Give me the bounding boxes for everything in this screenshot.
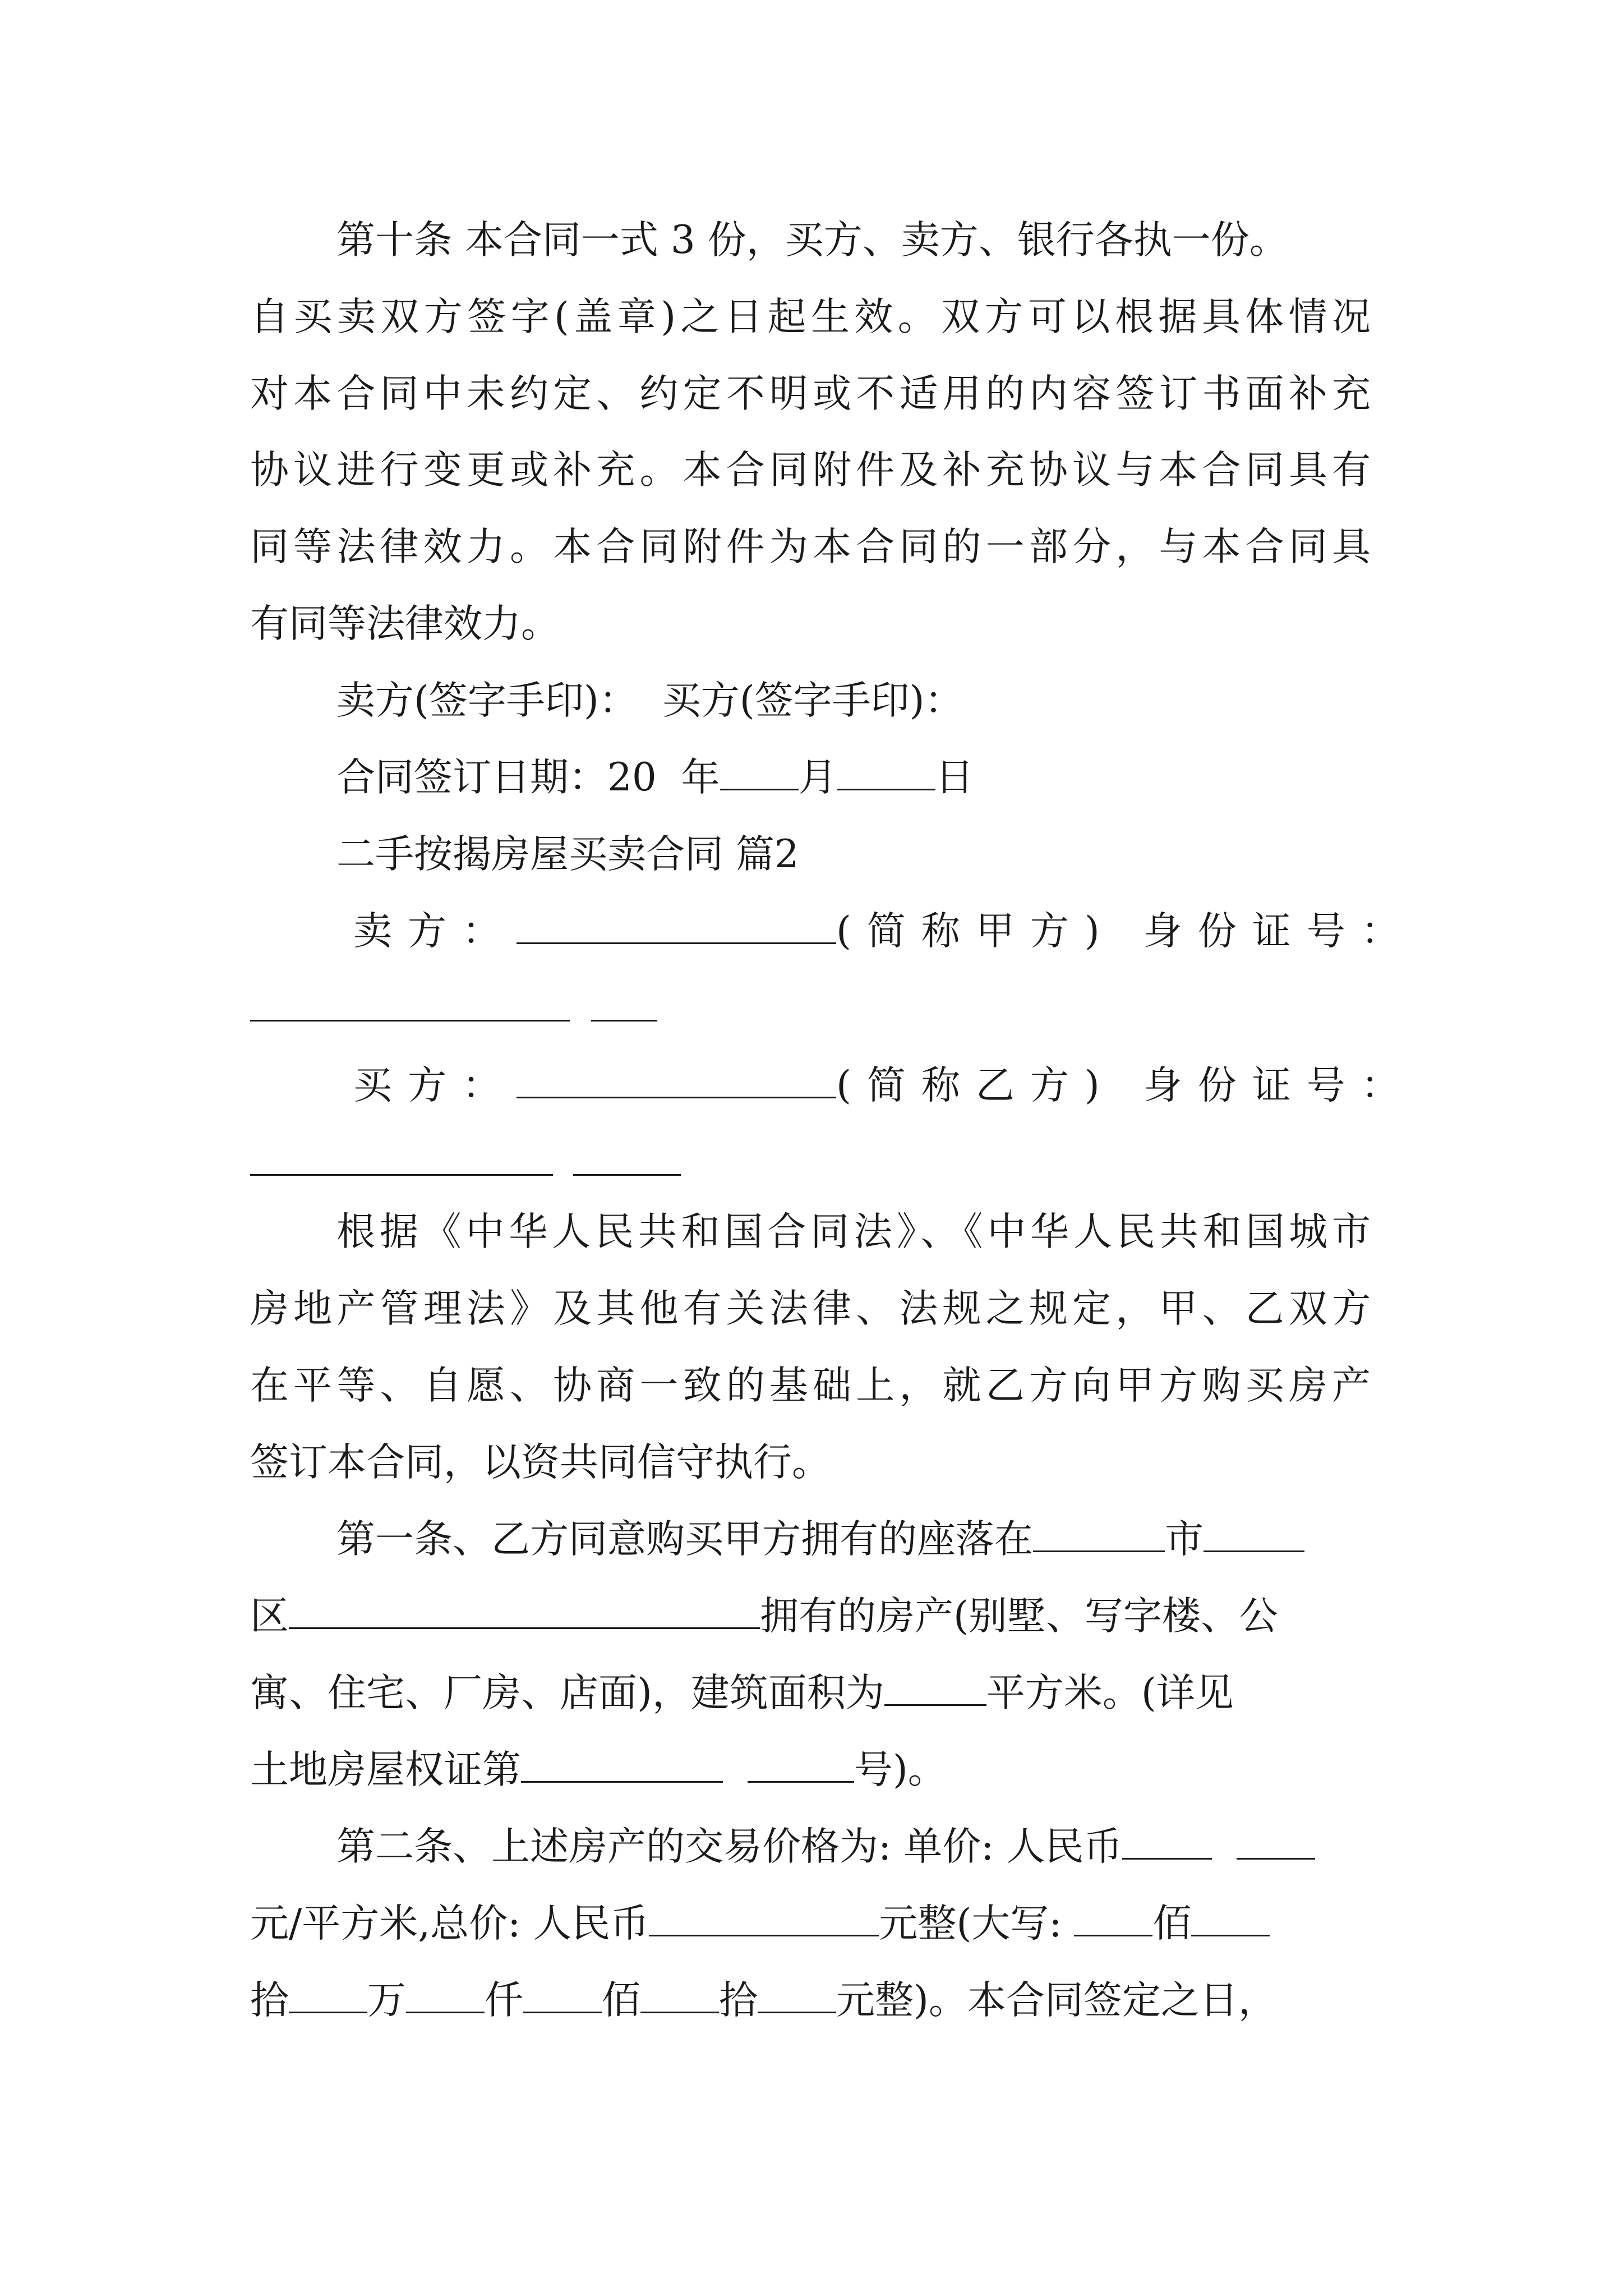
area-blank xyxy=(884,1673,986,1706)
amount-unit: 拾 xyxy=(250,1978,289,2023)
article-1-line xyxy=(250,1594,1278,1639)
amount-blank xyxy=(640,1980,719,2013)
article-1-line xyxy=(250,1747,947,1792)
unit-price-blank xyxy=(1122,1826,1212,1860)
amount-blank xyxy=(289,1980,367,2013)
article-2-text: 第二条、上述房产的交易价格为: 单价: 人民币 xyxy=(336,1824,1123,1869)
amount-unit: 佰 xyxy=(1152,1901,1192,1946)
section-title: 二手按揭房屋买卖合同 篇2 xyxy=(336,832,799,877)
paragraph-line: 同等法律效力。本合同附件为本合同的一部分，与本合同具 xyxy=(250,524,1371,569)
paragraph-line: 自买卖双方签字(盖章)之日起生效。双方可以根据具体情况 xyxy=(250,295,1371,339)
paragraph-line: 对本合同中未约定、约定不明或不适用的内容签订书面补充 xyxy=(250,371,1371,416)
date-label: 合同签订日期：20 年 xyxy=(336,755,720,800)
month-label: 月 xyxy=(798,755,837,800)
certificate-blank xyxy=(748,1750,854,1783)
paragraph-line: 在平等、自愿、协商一致的基础上，就乙方向甲方购买房产 xyxy=(250,1363,1371,1408)
property-type-text: 拥有的房产(别墅、写字楼、公 xyxy=(760,1594,1278,1639)
article-1-text: 第一条、乙方同意购买甲方拥有的座落在 xyxy=(336,1517,1033,1562)
paragraph-line: 房地产管理法》及其他有关法律、法规之规定，甲、乙双方 xyxy=(250,1286,1371,1331)
month-blank xyxy=(720,757,799,790)
total-price-blank xyxy=(649,1903,879,1936)
day-label: 日 xyxy=(935,755,974,800)
certificate-blank xyxy=(521,1750,723,1783)
seller-name-blank xyxy=(517,911,836,944)
amount-blank xyxy=(406,1980,485,2013)
district-blank xyxy=(1204,1519,1304,1552)
amount-unit: 拾 xyxy=(719,1978,758,2023)
amount-suffix-text: 元整)。本合同签定之日， xyxy=(836,1978,1277,2023)
total-price-text: 元/平方米,总价: 人民币 xyxy=(250,1901,649,1946)
article-2-line xyxy=(336,1824,1315,1869)
article-2-line xyxy=(250,1978,1277,2023)
buyer-line xyxy=(353,1063,1415,1108)
certificate-suffix: 号)。 xyxy=(854,1747,947,1792)
contract-date-line xyxy=(336,755,974,800)
paragraph-line: 第十条 本合同一式 3 份，买方、卖方、银行各执一份。 xyxy=(336,218,1288,263)
article-1-line xyxy=(336,1517,1304,1562)
day-blank xyxy=(837,757,935,790)
buyer-note: (简称乙方) 身份证号： xyxy=(836,1063,1415,1108)
article-1-line xyxy=(250,1671,1234,1715)
amount-unit: 仟 xyxy=(485,1978,523,2023)
area-unit-text: 平方米。(详见 xyxy=(986,1671,1234,1715)
area-text: 寓、住宅、厂房、店面)，建筑面积为 xyxy=(250,1671,884,1715)
amount-blank xyxy=(523,1980,602,2013)
certificate-text: 土地房屋权证第 xyxy=(250,1747,521,1792)
seller-label: 卖方： xyxy=(353,909,517,954)
paragraph-line: 签订本合同，以资共同信守执行。 xyxy=(250,1440,831,1485)
amount-unit: 佰 xyxy=(602,1978,640,2023)
city-label: 市 xyxy=(1165,1517,1204,1562)
amount-blank xyxy=(758,1980,836,2013)
article-2-line xyxy=(250,1901,1270,1946)
buyer-name-blank xyxy=(517,1065,836,1098)
amount-blank xyxy=(1191,1903,1270,1936)
capital-amount-text: 元整(大写: xyxy=(879,1901,1075,1946)
buyer-id-blank xyxy=(250,1174,553,1176)
seller-id-blank xyxy=(591,1020,657,1022)
seller-line xyxy=(353,909,1415,954)
amount-blank xyxy=(1074,1903,1152,1936)
seller-id-blank xyxy=(250,1020,570,1022)
district-label: 区 xyxy=(250,1594,289,1639)
unit-price-blank xyxy=(1237,1826,1315,1860)
buyer-id-blank xyxy=(573,1174,681,1176)
seller-note: (简称甲方) 身份证号： xyxy=(836,909,1415,954)
paragraph-line: 有同等法律效力。 xyxy=(250,601,560,646)
amount-unit: 万 xyxy=(367,1978,406,2023)
paragraph-line: 根据《中华人民共和国合同法》、《中华人民共和国城市 xyxy=(336,1209,1371,1254)
buyer-label: 买方： xyxy=(353,1063,517,1108)
city-blank xyxy=(1033,1519,1165,1552)
signature-line: 卖方(签字手印)： 买方(签字手印)： xyxy=(336,678,963,723)
paragraph-line: 协议进行变更或补充。本合同附件及补充协议与本合同具有 xyxy=(250,448,1371,493)
address-blank xyxy=(289,1596,760,1629)
